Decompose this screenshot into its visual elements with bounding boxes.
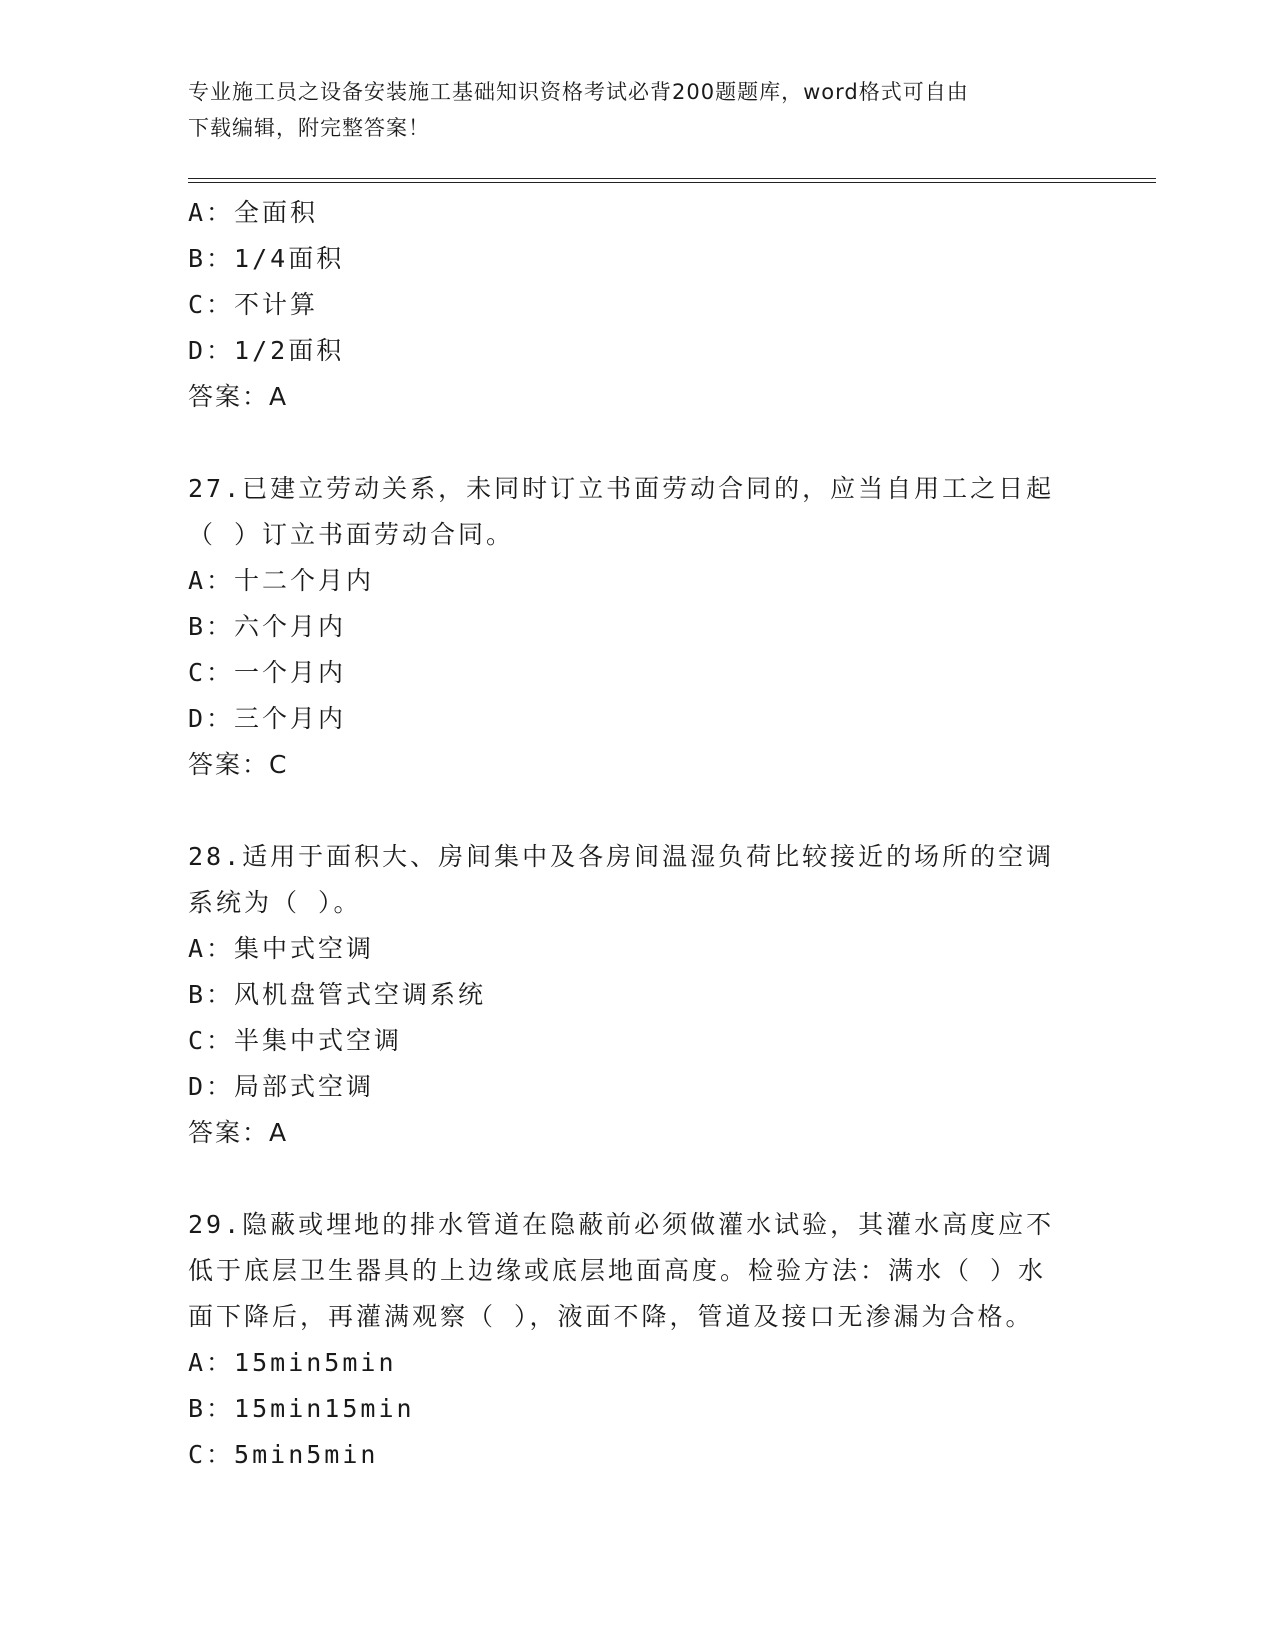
answer-line: 答案：C (188, 750, 289, 779)
option-d: D：三个月内 (188, 704, 347, 733)
option-a: A：全面积 (188, 198, 319, 227)
spacer (188, 420, 1088, 466)
option-c: C：半集中式空调 (188, 1026, 403, 1055)
option-c: C：不计算 (188, 290, 319, 319)
option-b: B：风机盘管式空调系统 (188, 980, 487, 1009)
option-c: C：一个月内 (188, 658, 347, 687)
answer-line: 答案：A (188, 382, 289, 411)
question-26 (188, 190, 1088, 420)
question-text-line: 29.隐蔽或埋地的排水管道在隐蔽前必须做灌水试验，其灌水高度应不 (188, 1210, 1055, 1239)
question-text-line: 27.已建立劳动关系，未同时订立书面劳动合同的，应当自用工之日起 (188, 474, 1055, 503)
header-divider-top (188, 178, 1156, 179)
option-b: B：六个月内 (188, 612, 347, 641)
option-b: B：15min15min (188, 1394, 415, 1423)
question-text-line: 面下降后，再灌满观察（ ），液面不降，管道及接口无渗漏为合格。 (188, 1302, 1034, 1331)
option-a: A：十二个月内 (188, 566, 375, 595)
header-divider-bottom (188, 182, 1156, 183)
question-29 (188, 1202, 1088, 1478)
question-text-line: 低于底层卫生器具的上边缘或底层地面高度。检验方法：满水（ ）水 (188, 1256, 1047, 1285)
question-text-line: 系统为（ ）。 (188, 888, 362, 917)
option-a: A：15min5min (188, 1348, 397, 1377)
spacer (188, 788, 1088, 834)
question-text-line: （ ）订立书面劳动合同。 (188, 520, 515, 549)
option-a: A：集中式空调 (188, 934, 375, 963)
spacer (188, 1156, 1088, 1202)
question-list (188, 190, 1088, 1478)
option-d: D：局部式空调 (188, 1072, 375, 1101)
option-c: C：5min5min (188, 1440, 379, 1469)
document-header (188, 74, 1088, 146)
question-27 (188, 466, 1088, 788)
option-b: B：1/4面积 (188, 244, 345, 273)
option-d: D：1/2面积 (188, 336, 345, 365)
header-line-1: 专业施工员之设备安装施工基础知识资格考试必背200题题库，word格式可自由 (188, 80, 969, 104)
header-line-2: 下载编辑，附完整答案！ (188, 116, 430, 140)
question-28 (188, 834, 1088, 1156)
question-text-line: 28.适用于面积大、房间集中及各房间温湿负荷比较接近的场所的空调 (188, 842, 1055, 871)
answer-line: 答案：A (188, 1118, 289, 1147)
